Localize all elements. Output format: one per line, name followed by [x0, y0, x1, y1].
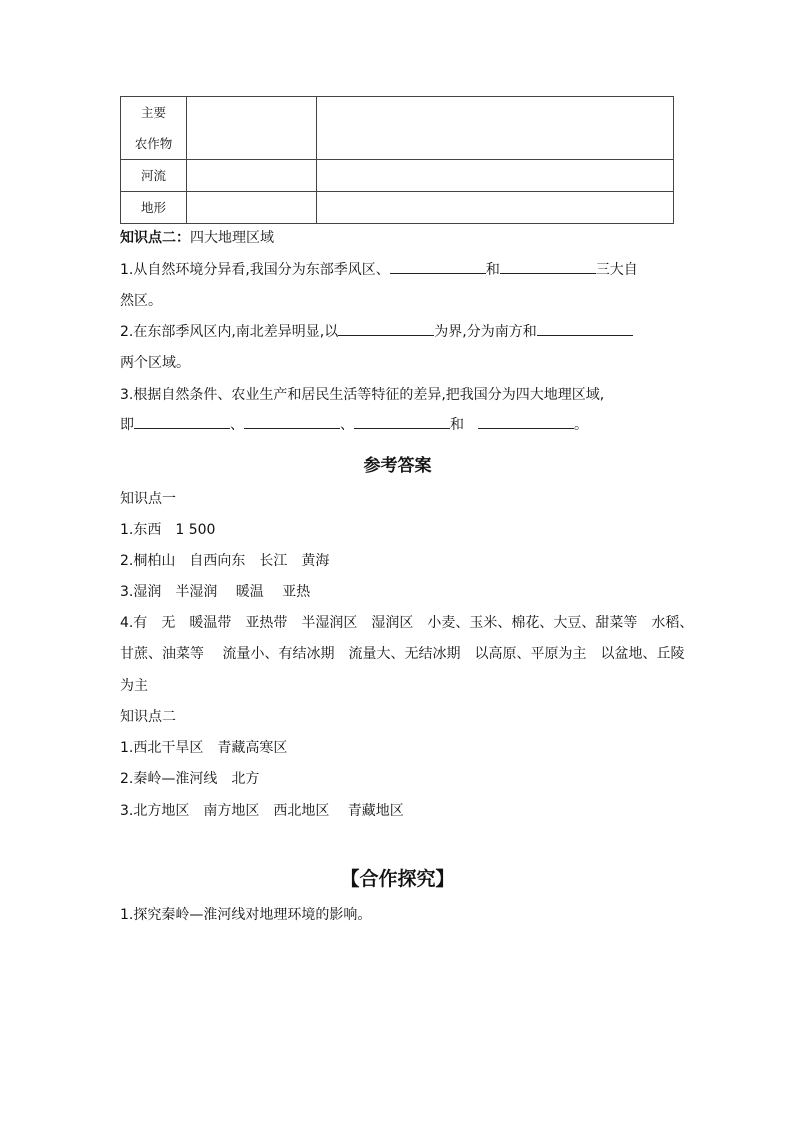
table-cell-south[interactable]	[317, 192, 674, 224]
answer-line: 2.桐柏山 自西向东 长江 黄海	[120, 553, 330, 569]
fill-blank[interactable]	[390, 259, 486, 274]
comparison-table	[120, 96, 674, 224]
kp2-question-3: 3.根据自然条件、农业生产和居民生活等特征的差异,把我国分为四大地理区域,	[120, 387, 605, 403]
kp2-heading-text: 四大地理区域	[190, 230, 274, 246]
table-cell-north[interactable]	[187, 160, 317, 192]
kp2-heading-label: 知识点二：	[120, 230, 190, 246]
answer-line: 2.秦岭—淮河线 北方	[120, 771, 260, 787]
answer-line: 3.北方地区 南方地区 西北地区 青藏地区	[120, 803, 404, 819]
fill-blank[interactable]	[537, 321, 633, 336]
answer-line: 4.有 无 暖温带 亚热带 半湿润区 湿润区 小麦、玉米、棉花、大豆、甜菜等 水稻、	[120, 615, 694, 631]
table-cell-south[interactable]	[317, 97, 674, 160]
answer-line: 甘蔗、油菜等 流量小、有结冰期 流量大、无结冰期 以高原、平原为主 以盆地、丘陵	[120, 646, 685, 662]
answers-title: 参考答案	[363, 456, 432, 476]
fill-blank[interactable]	[500, 259, 596, 274]
fill-blank[interactable]	[354, 414, 450, 429]
table-cell-south[interactable]	[317, 160, 674, 192]
fill-blank[interactable]	[134, 414, 230, 429]
coop-title: 【合作探究】	[340, 868, 455, 890]
table-row	[121, 160, 674, 192]
fill-blank[interactable]	[338, 321, 434, 336]
kp2-question-3-cont: 即 、 、 和 。	[120, 414, 588, 434]
fill-blank[interactable]	[244, 414, 340, 429]
table-row	[121, 97, 674, 160]
kp2-question-2-cont: 两个区域。	[120, 355, 190, 371]
table-row	[121, 192, 674, 224]
answer-line: 3.湿润 半湿润 暖温 亚热	[120, 584, 311, 600]
answer-line: 1.东西 1 500	[120, 522, 216, 538]
kp2-heading	[120, 227, 274, 247]
kp2-question-1-cont: 然区。	[120, 293, 162, 309]
row-label-rivers: 河流	[121, 160, 187, 192]
kp2-question-2: 2.在东部季风区内,南北差异明显,以 为界,分为南方和	[120, 321, 633, 341]
answer-line: 为主	[120, 678, 148, 694]
answers-kp1-title: 知识点一	[120, 491, 176, 507]
table-cell-north[interactable]	[187, 97, 317, 160]
answers-kp2-title: 知识点二	[120, 709, 176, 725]
coop-question-1: 1.探究秦岭—淮河线对地理环境的影响。	[120, 907, 372, 923]
row-label-terrain: 地形	[121, 192, 187, 224]
kp2-question-1: 1.从自然环境分异看,我国分为东部季风区、 和 三大自	[120, 259, 638, 279]
answer-line: 1.西北干旱区 青藏高寒区	[120, 740, 288, 756]
fill-blank[interactable]	[478, 414, 574, 429]
row-label-crops: 主要 农作物	[121, 97, 187, 160]
table-cell-north[interactable]	[187, 192, 317, 224]
